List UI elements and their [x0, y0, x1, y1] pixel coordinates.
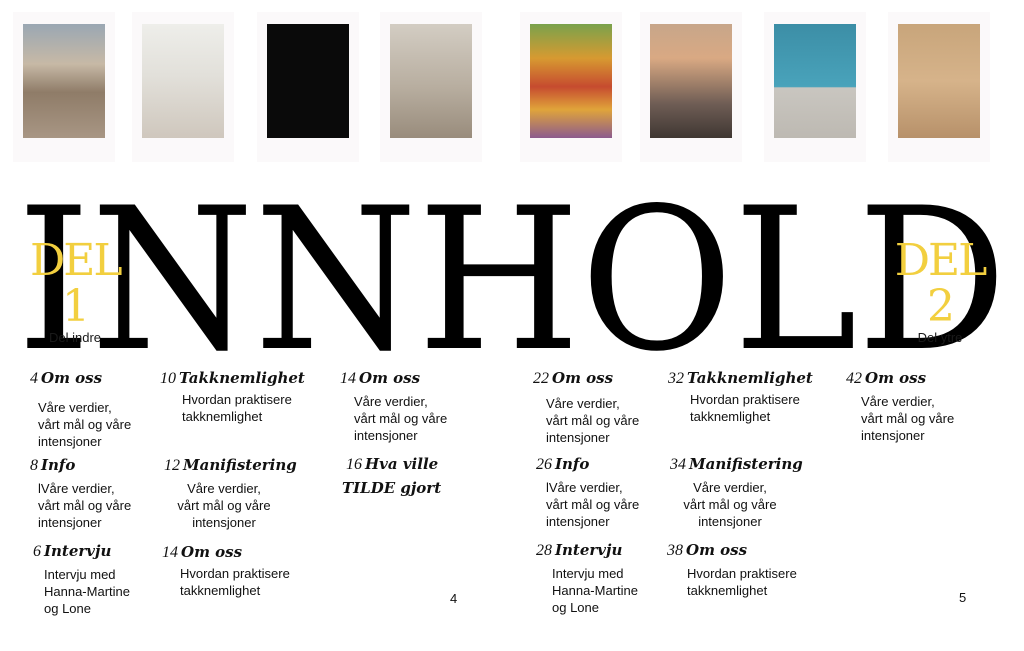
toc-description-line: Våre verdier, [187, 481, 261, 496]
toc-item[interactable] [670, 454, 803, 530]
toc-description-line: Våre verdier, [546, 396, 620, 411]
swimming-pool-photo [774, 24, 856, 138]
toc-title: Om oss [359, 369, 421, 387]
toc-description-line: intensjoner [546, 430, 610, 445]
toc-description-line: intensjoner [192, 515, 256, 530]
toc-description-line: og Lone [44, 601, 91, 616]
toc-number: 32 [668, 370, 684, 387]
polaroid-4 [380, 12, 482, 162]
toc-number: 26 [536, 456, 552, 473]
toc-description-line: vårt mål og våre [177, 498, 271, 513]
headline [0, 160, 1024, 360]
toc-description-line: Hvordan praktisere [690, 392, 800, 407]
toc-title: Hva ville [365, 455, 439, 473]
polaroid-6 [640, 12, 742, 162]
toc-number: 14 [162, 544, 178, 561]
store-shelves-photo [142, 24, 224, 138]
toc-description-line: takknemlighet [180, 583, 261, 598]
toc-description-line: intensjoner [38, 515, 102, 530]
polaroid-1 [13, 12, 115, 162]
toc-number: 10 [160, 370, 176, 387]
toc-description-line: Hvordan praktisere [182, 392, 292, 407]
toc-item[interactable] [533, 368, 639, 446]
toc-number: 6 [33, 543, 41, 560]
page-number-right: 5 [959, 590, 967, 605]
toc-title-line-2: TILDE gjort [342, 479, 442, 497]
toc-item[interactable] [33, 541, 130, 617]
toc-number: 12 [164, 457, 180, 474]
part-subtitle: Del ytre [917, 330, 963, 345]
polaroid-7 [764, 12, 866, 162]
toc-title: Manifistering [183, 456, 297, 474]
toc-description-line: intensjoner [354, 428, 418, 443]
toc-item[interactable] [668, 368, 813, 425]
toc-item[interactable] [30, 455, 131, 531]
toc-title: Intervju [555, 541, 623, 559]
toc-title: Om oss [552, 369, 614, 387]
toc-description-line: Intervju med [552, 566, 624, 581]
toc-title: Intervju [44, 542, 112, 560]
toc-item[interactable] [162, 542, 290, 599]
toc-item[interactable] [30, 368, 131, 450]
toc-description-line: takknemlighet [182, 409, 263, 424]
part-title: DEL 1 [30, 235, 121, 332]
toc-number: 22 [533, 370, 549, 387]
page-number-left: 4 [450, 591, 458, 606]
toc-description-line: Våre verdier, [38, 400, 112, 415]
toc-title: Om oss [181, 543, 243, 561]
toc-item[interactable] [536, 454, 639, 530]
toc-title: Takknemlighet [687, 369, 813, 387]
toc-description-line: takknemlighet [687, 583, 768, 598]
toc-description-line: vårt mål og våre [354, 411, 448, 426]
toc-item[interactable] [160, 368, 305, 425]
polaroid-2 [132, 12, 234, 162]
toc-item[interactable] [536, 540, 638, 616]
toc-number: 16 [346, 456, 362, 473]
toc-description-line: vårt mål og våre [38, 417, 132, 432]
toc-description-line: vårt mål og våre [546, 497, 640, 512]
jewelry-display-photo [898, 24, 980, 138]
toc-description-line: takknemlighet [690, 409, 771, 424]
dark-sunset-window-photo [267, 24, 349, 138]
polaroid-3 [257, 12, 359, 162]
woman-on-beach-photo [23, 24, 105, 138]
toc-description-line: vårt mål og våre [38, 498, 132, 513]
toc-item[interactable] [340, 368, 447, 444]
toc-item[interactable] [846, 368, 954, 444]
fruit-market-photo [530, 24, 612, 138]
toc-description-line: lVåre verdier, [546, 480, 623, 495]
polaroid-5 [520, 12, 622, 162]
toc-title: Om oss [41, 369, 103, 387]
toc-number: 34 [670, 456, 686, 473]
toc-description-line: intensjoner [698, 514, 762, 529]
toc-number: 42 [846, 370, 862, 387]
toc-number: 4 [30, 370, 38, 387]
toc-description-line: intensjoner [546, 514, 610, 529]
part-badge-left [30, 235, 121, 345]
toc-description-line: Våre verdier, [354, 394, 428, 409]
toc-description-line: Våre verdier, [693, 480, 767, 495]
toc-description-line: vårt mål og våre [861, 411, 955, 426]
toc-description-line: og Lone [552, 600, 599, 615]
jewelry-workshop-photo [390, 24, 472, 138]
toc-title: Takknemlighet [179, 369, 305, 387]
toc-description-line: intensjoner [861, 428, 925, 443]
part-subtitle: Del indre [48, 330, 102, 345]
toc-title: Om oss [865, 369, 927, 387]
toc-title: Manifistering [689, 455, 803, 473]
toc-item[interactable] [667, 540, 797, 599]
headline-text: INNHOLD [16, 165, 1008, 360]
toc-title: Info [41, 456, 76, 474]
toc-description-line: intensjoner [38, 434, 102, 449]
toc-description-line: vårt mål og våre [546, 413, 640, 428]
toc-number: 28 [536, 542, 552, 559]
toc-number: 14 [340, 370, 356, 387]
toc-title: Info [555, 455, 590, 473]
woman-sunset-photo [650, 24, 732, 138]
polaroid-8 [888, 12, 990, 162]
toc-description-line: Hvordan praktisere [687, 566, 797, 581]
toc-item[interactable] [164, 455, 297, 531]
toc-item[interactable] [342, 454, 441, 498]
toc-description-line: Våre verdier, [861, 394, 935, 409]
toc-number: 8 [30, 457, 38, 474]
toc-number: 38 [667, 542, 683, 559]
part-badge-right [890, 235, 990, 345]
toc-description-line: Intervju med [44, 567, 116, 582]
toc-title: Om oss [686, 541, 748, 559]
toc-description-line: Hanna-Martine [44, 584, 130, 599]
toc-description-line: Hvordan praktisere [180, 566, 290, 581]
toc-description-line: Hanna-Martine [552, 583, 638, 598]
toc-description-line: lVåre verdier, [38, 481, 115, 496]
part-title: DEL 2 [894, 235, 986, 332]
toc-description-line: vårt mål og våre [683, 497, 777, 512]
